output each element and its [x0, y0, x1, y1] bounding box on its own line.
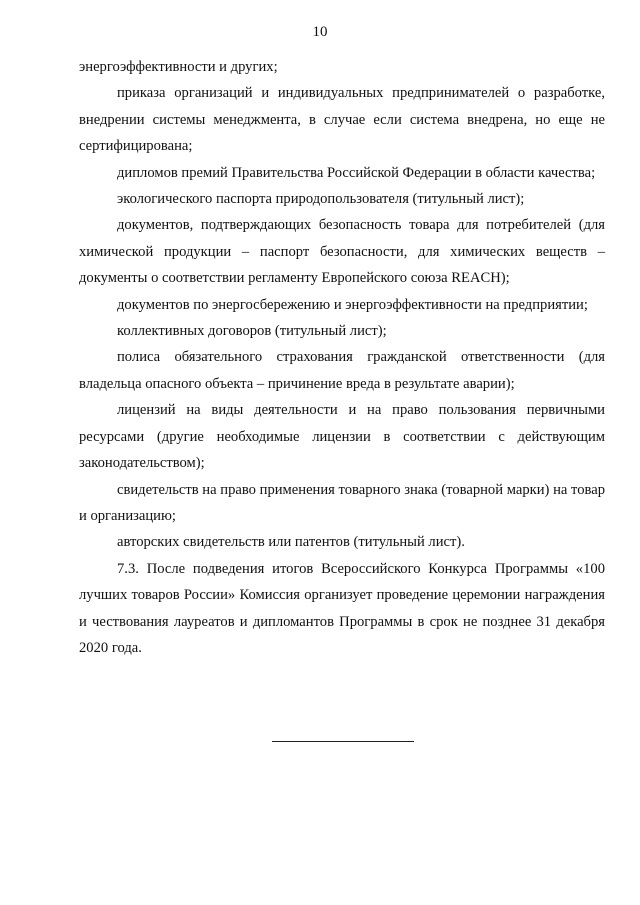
list-item-collective-agreements: коллективных договоров (титульный лист);	[117, 323, 387, 340]
list-item-government-award-diplomas: дипломов премий Правительства Российской Федерации в области качества;	[117, 164, 596, 181]
section-7-3-paragraph: 7.3. После подведения итогов Всероссийского Конкурса Программы «100 лучших товаров России» Комиссия организует проведение церемонии награждения и чествования лауреатов и дипломантов Программы в срок не позднее 31 декабря 2020 года.	[79, 560, 605, 656]
list-item-trademark-certificates: свидетельств на право применения товарного знака (товарной марки) на товар и организацию;	[79, 481, 605, 524]
list-item-order-management-system: приказа организаций и индивидуальных предпринимателей о разработке, внедрении системы менеджмента, в случае если система внедрена, но еще не сертифицирована;	[79, 85, 605, 155]
list-item-ecological-passport: экологического паспорта природопользователя (титульный лист);	[117, 191, 525, 208]
end-of-document-rule	[272, 741, 414, 742]
page-number: 10	[312, 24, 328, 40]
list-item-energy-saving-documents: документов по энергосбережению и энергоэффективности на предприятии;	[117, 296, 588, 313]
list-item-licenses: лицензий на виды деятельности и на право пользования первичными ресурсами (другие необходимые лицензии в соответствии с действующим законодательством);	[79, 402, 605, 472]
paragraph-continuation: энергоэффективности и других;	[79, 59, 278, 75]
document-body	[79, 54, 605, 661]
list-item-liability-insurance: полиса обязательного страхования гражданской ответственности (для владельца опасного объекта – причинение вреда в результате аварии);	[79, 349, 605, 392]
list-item-patents: авторских свидетельств или патентов (титульный лист).	[117, 534, 465, 551]
list-item-product-safety-documents: документов, подтверждающих безопасность товара для потребителей (для химической продукции – паспорт безопасности, для химических веществ – документы о соответствии регламенту Европейского союза REACH);	[79, 217, 605, 287]
